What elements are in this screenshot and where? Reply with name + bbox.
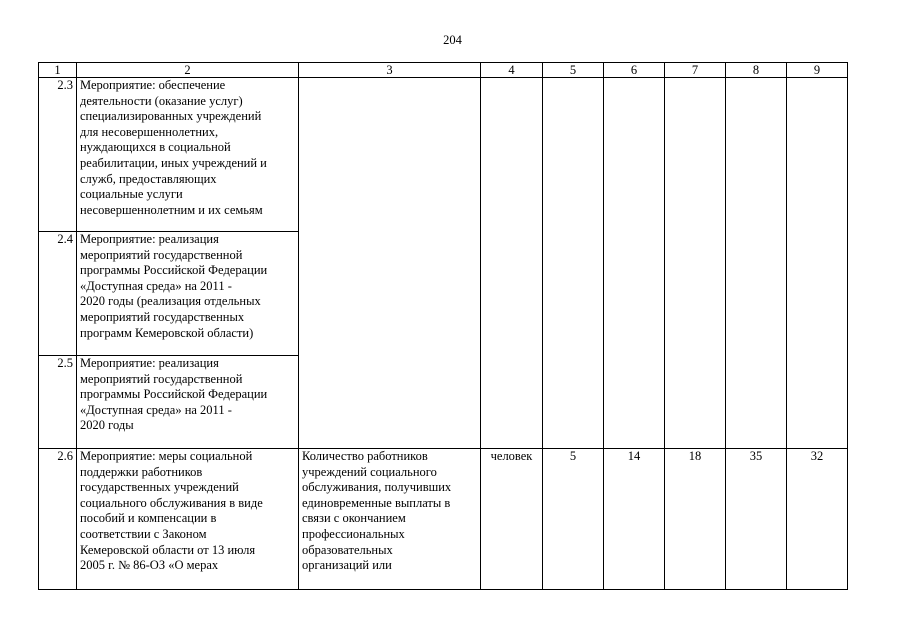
value-cell: 35 (726, 449, 787, 590)
text-line: «Доступная среда» на 2011 - (80, 402, 232, 417)
merged-empty-cell (543, 78, 604, 449)
merged-empty-cell (604, 78, 665, 449)
value-cell: 14 (604, 449, 665, 590)
header-col-7: 7 (665, 63, 726, 78)
text-line: программ Кемеровской области) (80, 325, 254, 340)
text-line: социального обслуживания в виде (80, 495, 263, 510)
text-line: специализированных учреждений (80, 109, 262, 124)
text-line: профессиональных (302, 526, 405, 541)
text-line: связи с окончанием (302, 511, 406, 526)
text-line: государственных учреждений (80, 480, 239, 495)
text-line: поддержки работников (80, 464, 203, 479)
measure-description (77, 78, 299, 232)
merged-empty-cell (787, 78, 848, 449)
measure-description (77, 449, 299, 590)
page-number: 204 (443, 33, 462, 47)
row-number: 2.6 (39, 449, 77, 590)
text-line: обслуживания, получивших (302, 480, 452, 495)
text-line: 2020 годы (реализация отдельных (80, 294, 261, 309)
text-line: 2005 г. № 86-ОЗ «О мерах (80, 558, 219, 573)
text-line: Количество работников (302, 449, 428, 463)
value-cell: 5 (543, 449, 604, 590)
header-col-9: 9 (787, 63, 848, 78)
table-row (39, 78, 848, 232)
text-line: деятельности (оказание услуг) (80, 93, 243, 108)
text-line: «Доступная среда» на 2011 - (80, 278, 232, 293)
text-line: Мероприятие: обеспечение (80, 78, 226, 92)
text-line: социальные услуги (80, 187, 183, 202)
text-line: мероприятий государственной (80, 247, 243, 262)
header-col-4: 4 (481, 63, 543, 78)
text-line: соответствии с Законом (80, 526, 207, 541)
text-line: 2020 годы (80, 418, 134, 433)
table-row (39, 449, 848, 590)
header-col-1: 1 (39, 63, 77, 78)
text-line: Мероприятие: реализация (80, 232, 219, 246)
text-line: реабилитации, иных учреждений и (80, 155, 267, 170)
text-line: мероприятий государственных (80, 309, 245, 324)
merged-empty-cell (481, 78, 543, 449)
row-number: 2.4 (39, 232, 77, 356)
row-number: 2.3 (39, 78, 77, 232)
header-col-3: 3 (299, 63, 481, 78)
text-line: нуждающихся в социальной (80, 140, 231, 155)
header-row (39, 63, 848, 78)
text-line: учреждений социального (302, 464, 437, 479)
text-line: для несовершеннолетних, (80, 124, 219, 139)
merged-empty-cell (299, 78, 481, 449)
text-line: программы Российской Федерации (80, 387, 268, 402)
text-line: служб, предоставляющих (80, 171, 217, 186)
text-line: единовременные выплаты в (302, 495, 451, 510)
text-line: Кемеровской области от 13 июля (80, 542, 256, 557)
header-col-8: 8 (726, 63, 787, 78)
unit-of-measure: человек (481, 449, 543, 590)
header-col-5: 5 (543, 63, 604, 78)
merged-empty-cell (726, 78, 787, 449)
indicator-description (299, 449, 481, 590)
measure-description (77, 356, 299, 449)
value-cell: 32 (787, 449, 848, 590)
text-line: пособий и компенсации в (80, 511, 217, 526)
text-line: Мероприятие: меры социальной (80, 449, 253, 463)
program-table (38, 62, 848, 590)
text-line: Мероприятие: реализация (80, 356, 219, 370)
text-line: образовательных (302, 542, 393, 557)
text-line: мероприятий государственной (80, 371, 243, 386)
merged-empty-cell (665, 78, 726, 449)
header-col-6: 6 (604, 63, 665, 78)
row-number: 2.5 (39, 356, 77, 449)
header-col-2: 2 (77, 63, 299, 78)
measure-description (77, 232, 299, 356)
text-line: несовершеннолетним и их семьям (80, 202, 263, 217)
text-line: программы Российской Федерации (80, 263, 268, 278)
value-cell: 18 (665, 449, 726, 590)
text-line: организаций или (302, 558, 392, 573)
